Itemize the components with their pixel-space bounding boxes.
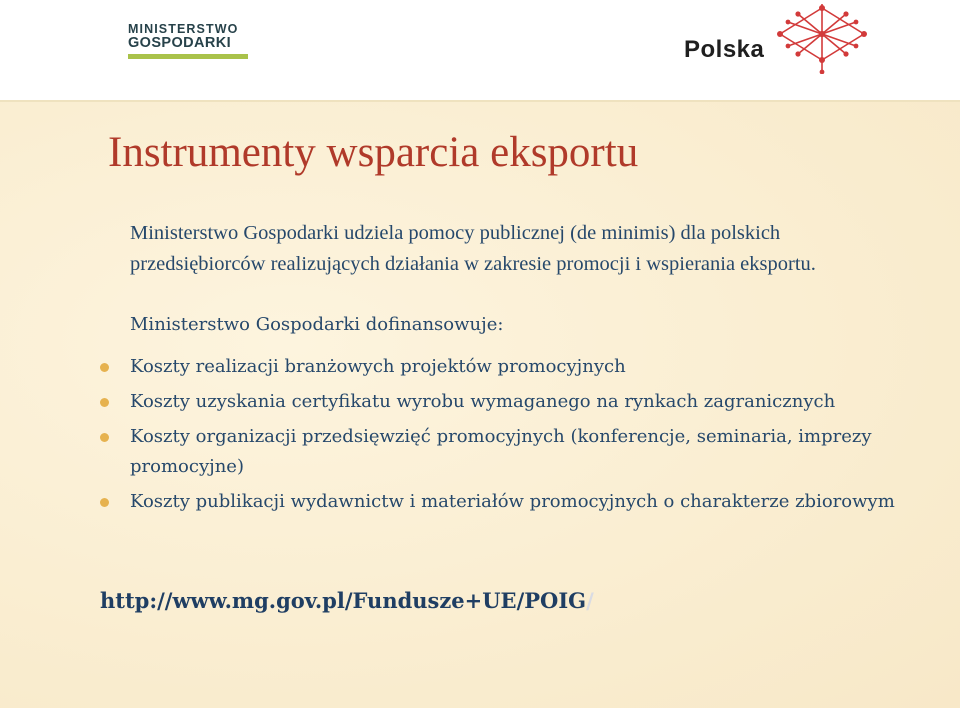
funded-costs-list (100, 352, 900, 522)
bullet-dot-icon (100, 498, 109, 507)
link-trailing-slash[interactable]: / (586, 588, 594, 613)
list-item-text: Koszty realizacji branżowych projektów promocyjnych (130, 356, 626, 377)
poig-funds-link-text[interactable]: http://www.mg.gov.pl/Fundusze+UE/POIG (100, 588, 587, 613)
polska-logo-text: Polska (684, 36, 765, 63)
list-item (100, 387, 900, 417)
list-item (100, 352, 900, 382)
polska-star-icon (770, 4, 874, 74)
list-item-text: Koszty publikacji wydawnictw i materiałów promocyjnych o charakterze zbiorowym (130, 491, 895, 512)
list-item-text: Koszty uzyskania certyfikatu wyrobu wymaganego na rynkach zagranicznych (130, 391, 836, 412)
ministry-logo-line1: MINISTERSTWO (128, 22, 239, 36)
ministry-logo-line2: GOSPODARKI (128, 35, 232, 51)
intro-paragraph: Ministerstwo Gospodarki udziela pomocy publicznej (de minimis) dla polskich przedsiębiorców realizujących działania w zakresie promocji i wspierania eksportu. (130, 222, 816, 275)
funding-subheading: Ministerstwo Gospodarki dofinansowuje: (130, 314, 504, 335)
slide-title: Instrumenty wsparcia eksportu (108, 129, 639, 176)
bullet-dot-icon (100, 433, 109, 442)
list-item (100, 422, 900, 482)
ministry-of-economy-logo (128, 22, 254, 62)
bullet-dot-icon (100, 363, 109, 372)
list-item (100, 487, 900, 517)
polska-logo (684, 4, 874, 74)
list-item-text: Koszty organizacji przedsięwzięć promocyjnych (konferencje, seminaria, imprezy promocyjne) (130, 426, 872, 477)
bullet-dot-icon (100, 398, 109, 407)
ministry-logo-green-bar (128, 54, 248, 59)
poig-funds-link[interactable] (100, 588, 594, 613)
slide-header (0, 0, 960, 100)
panel-top-edge (0, 100, 960, 102)
